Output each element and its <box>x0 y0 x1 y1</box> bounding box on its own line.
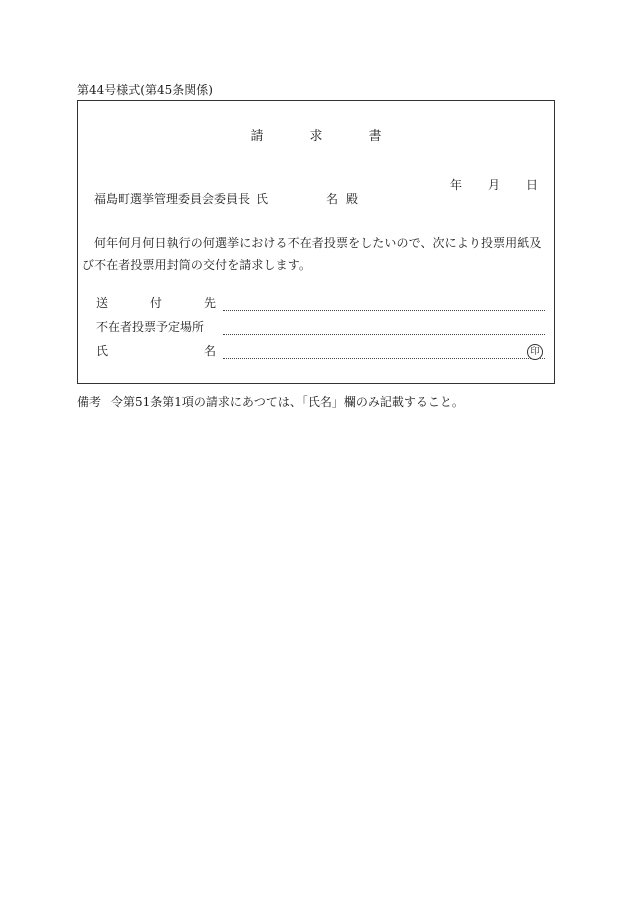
field-label-destination <box>96 295 216 311</box>
label-text: 不在者投票予定場所 <box>96 320 205 334</box>
addressee <box>94 191 358 207</box>
label-char: 氏 <box>96 344 109 358</box>
date-year: 年 <box>449 178 462 192</box>
addressee-mei: 名 <box>326 192 339 206</box>
date-day: 日 <box>525 178 538 192</box>
form-title <box>78 129 554 145</box>
title-char: 請 <box>250 129 264 144</box>
form-number: 第44号様式(第45条関係) <box>77 83 213 97</box>
title-char: 求 <box>309 129 323 144</box>
remark-text: 令第51条第1項の請求にあつては、「氏名」欄のみ記載すること。 <box>111 395 464 409</box>
title-char: 書 <box>368 129 382 144</box>
seal-mark: 印 <box>527 344 543 360</box>
destination-entry-line[interactable] <box>223 298 545 311</box>
date-month: 月 <box>487 178 500 192</box>
remark <box>77 394 464 410</box>
field-row-destination <box>96 291 545 311</box>
label-char: 送 <box>96 296 109 310</box>
label-char: 名 <box>203 344 216 358</box>
voting-place-entry-line[interactable] <box>223 322 545 335</box>
field-row-voting-place <box>96 315 545 335</box>
addressee-shi: 氏 <box>256 192 269 206</box>
date-line <box>450 177 538 193</box>
request-body-text: 何年何月何日執行の何選挙における不在者投票をしたいので、次により投票用紙及び不在者投票用封筒の交付を請求します。 <box>82 236 542 272</box>
label-char: 先 <box>203 296 216 310</box>
field-row-name <box>96 339 545 359</box>
name-entry-line[interactable] <box>223 346 545 359</box>
request-form-box <box>77 100 555 384</box>
field-label-voting-place <box>96 319 216 335</box>
remark-label: 備考 <box>77 395 102 409</box>
addressee-honorific: 殿 <box>346 192 359 206</box>
field-label-name <box>96 343 216 359</box>
addressee-office: 福島町選挙管理委員会委員長 <box>94 192 251 206</box>
label-char: 付 <box>149 296 162 310</box>
